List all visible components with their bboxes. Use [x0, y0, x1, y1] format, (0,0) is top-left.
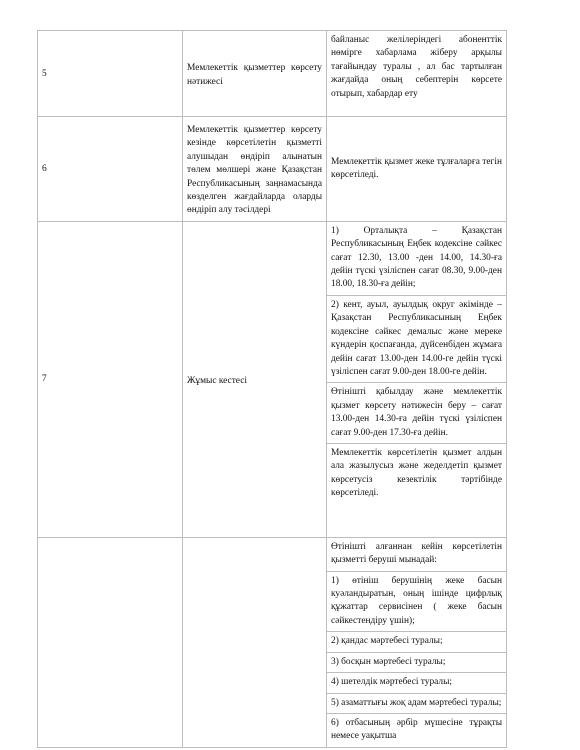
- row-number: 6: [42, 163, 47, 174]
- row-paragraph: 3) босқын мәртебесі туралы;: [327, 653, 506, 673]
- row-name: Жұмыс кестесі: [187, 375, 247, 386]
- row-name-cell: [183, 221, 327, 537]
- table-row: [38, 31, 507, 117]
- row-value-cell: [327, 537, 507, 747]
- row-paragraph: 2) қандас мәртебесі туралы;: [327, 632, 506, 652]
- row-paragraph: 1) Орталықта – Қазақстан Республикасының Еңбек кодексіне сәйкес сағат 12.30, 13.00 -ден 14.00, 14.30-ға дейін түскі үзіліспен сағат 08.30, 9.00-ден 18.00, 18.30-ға дейін;: [327, 222, 506, 296]
- row-name-cell: [183, 117, 327, 222]
- row-value-cell: [327, 117, 507, 222]
- table-row: [38, 117, 507, 222]
- row-value-cell: [327, 221, 507, 537]
- table-row: [38, 221, 507, 537]
- row-paragraph: 4) шетелдік мәртебесі туралы;: [327, 673, 506, 693]
- row-name: [183, 538, 326, 548]
- row-number-cell: [38, 31, 183, 117]
- service-standard-table: [37, 30, 507, 748]
- row-paragraph: 6) отбасының әрбір мүшесіне тұрақты немесе уақытша: [331, 717, 502, 742]
- row-paragraph: 2) кент, ауыл, ауылдық округ әкімінде – Қазақстан Республикасының Еңбек кодексіне сәйкес демалыс және мереке күндерін қоспағанда, дүйсенбіден жұмаға дейін сағат 13.00-ден 14.00-ге дейін түскі үзіліспен сағат 9.00-ден 18.00-ге дейін.: [327, 296, 506, 383]
- row-number-cell: [38, 221, 183, 537]
- row-value-cell: [327, 31, 507, 117]
- row-paragraph: 5) азаматтығы жоқ адам мәртебесі туралы;: [327, 694, 506, 714]
- row-paragraph: Мемлекеттік қызмет жеке тұлғаларға тегін көрсетіледі.: [331, 156, 502, 180]
- row-name-cell: [183, 537, 327, 747]
- row-name: Мемлекеттік қызметтер көрсету кезінде көрсетілетін қызметті алушыдан өндіріп алынатын төлем мөлшері және Қазақстан Республикасының заңнамасында көзделген жағдайларда оларды өндіріп алу тәсілдері: [187, 125, 322, 216]
- row-paragraph: Өтінішті алғаннан кейін көрсетілетін қызметті беруші мынадай:: [327, 538, 506, 572]
- row-number: 7: [42, 374, 47, 385]
- row-paragraph: Мемлекеттік көрсетілетін қызмет алдын ала жазылусыз және жеделдетіп қызмет көрсетусіз кезектілік тәртібінде көрсетіледі.: [331, 447, 502, 499]
- row-paragraph: 1) өтініш берушінің жеке басын куәландыратын, оның ішінде цифрлық құжаттар сервисінен ( жеке басын сәйкестендіру үшін);: [327, 572, 506, 633]
- row-name: Мемлекеттік қызметтер көрсету нәтижесі: [187, 63, 322, 87]
- table-row: [38, 537, 507, 747]
- row-paragraph: байланыс желілеріндегі абоненттік нөмірге хабарлама жіберу арқылы тағайындау туралы , ал бас тартылған жағдайда оның себептерін көрсете отырып, хабардар ету: [331, 35, 502, 99]
- row-name-cell: [183, 31, 327, 117]
- row-number-cell: [38, 537, 183, 747]
- row-paragraph: Өтінішті қабылдау және мемлекеттік қызмет көрсету нәтижесін беру – сағат 13.00-ден 14.30-ға дейін түскі үзіліспен сағат 9.00-ден 17.30-ға дейін.: [327, 383, 506, 444]
- row-number: 5: [42, 68, 47, 79]
- row-number-cell: [38, 117, 183, 222]
